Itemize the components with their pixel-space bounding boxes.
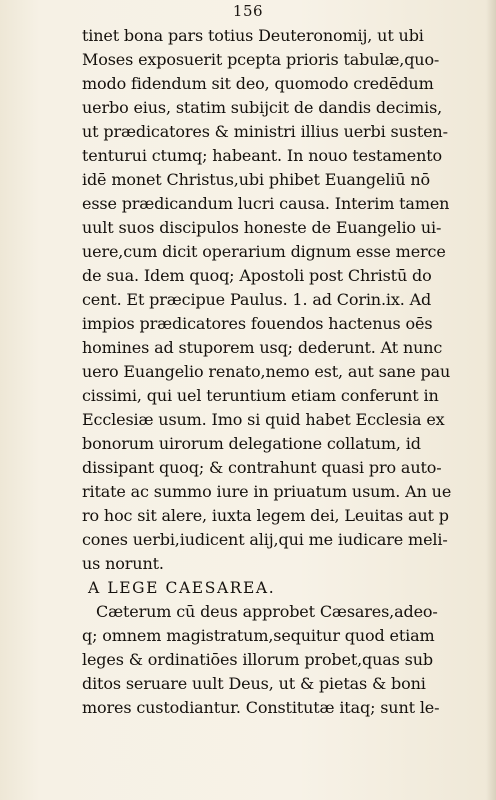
text-line: impios prædicatores fouendos hactenus oēs: [82, 314, 433, 333]
text-line: uero Euangelio renato,nemo est, aut sane pau: [82, 362, 451, 381]
text-line: esse prædicandum lucri causa. Interim tamen: [82, 194, 450, 213]
text-line: dissipant quoq; & contrahunt quasi pro auto-: [82, 458, 442, 477]
text-line: cent. Et præcipue Paulus. 1. ad Corin.ix. Ad: [82, 290, 432, 309]
text-line: Ecclesiæ usum. Imo si quid habet Ecclesia ex: [82, 410, 445, 429]
page-number: 156: [232, 2, 264, 20]
text-line: uerbo eius, statim subijcit de dandis decimis,: [82, 98, 443, 117]
page-edge-shadow: [486, 0, 496, 800]
text-line: mores custodiantur. Constitutæ itaq; sunt le-: [82, 698, 440, 717]
text-line: tinet bona pars totius Deuteronomij, ut ubi: [82, 26, 424, 45]
text-line: uere,cum dicit operarium dignum esse merce: [82, 242, 446, 261]
text-line: Moses exposuerit pcepta prioris tabulæ,quo-: [82, 50, 440, 69]
text-line: us norunt.: [82, 554, 164, 573]
text-line: idē monet Christus,ubi phibet Euangeliū nō: [82, 170, 431, 189]
text-line: Cæterum cū deus approbet Cæsares,adeo-: [96, 602, 438, 621]
text-line: modo fidendum sit deo, quomodo credēdum: [82, 74, 434, 93]
section-heading: A LEGE CAESAREA.: [88, 579, 276, 597]
text-line: ritate ac summo iure in priuatum usum. An ue: [82, 482, 452, 501]
text-line: uult suos discipulos honeste de Euangelio ui-: [82, 218, 442, 237]
text-line: ut prædicatores & ministri illius uerbi susten-: [82, 122, 448, 141]
text-line: homines ad stuporem usq; dederunt. At nunc: [82, 338, 443, 357]
text-line: tenturui ctumq; habeant. In nouo testamento: [82, 146, 442, 165]
text-line: ditos seruare uult Deus, ut & pietas & boni: [82, 674, 426, 693]
text-line: q; omnem magistratum,sequitur quod etiam: [82, 626, 435, 645]
text-line: bonorum uirorum delegatione collatum, id: [82, 434, 421, 453]
text-line: cones uerbi,iudicent alij,qui me iudicare meli-: [82, 530, 448, 549]
text-line: leges & ordinatiōes illorum probet,quas sub: [82, 650, 433, 669]
text-line: ro hoc sit alere, iuxta legem dei, Leuitas aut p: [82, 506, 449, 525]
body-text: [82, 24, 474, 720]
text-line: cissimi, qui uel teruntium etiam conferunt in: [82, 386, 439, 405]
text-line: de sua. Idem quoq; Apostoli post Christū do: [82, 266, 432, 285]
